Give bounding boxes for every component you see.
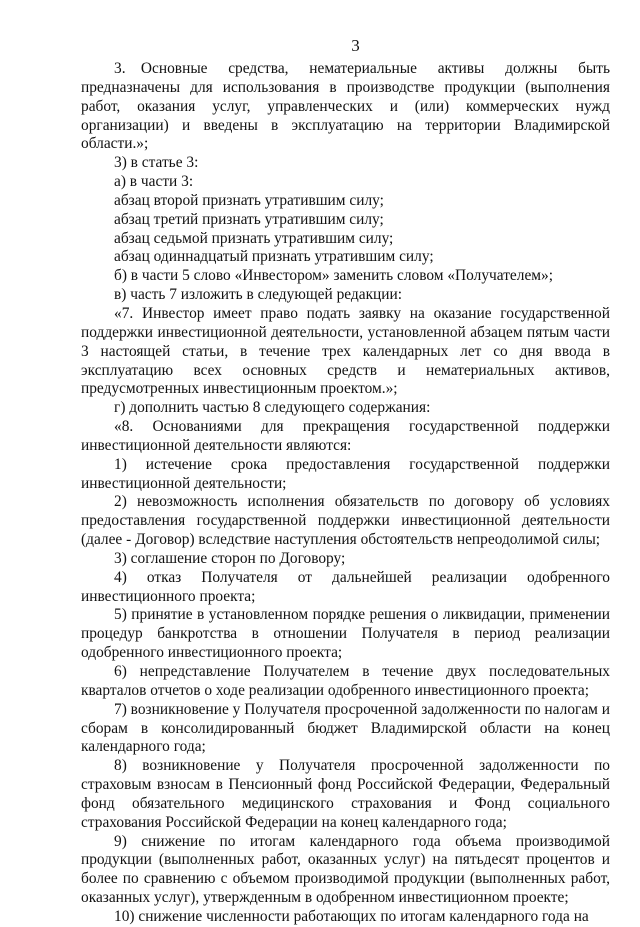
document-body xyxy=(81,60,610,927)
paragraph-part-8-text: «8. Основаниями для прекращения государственной поддержки инвестиционной деятельности являются: xyxy=(81,418,610,454)
list-item-7: 7) возникновение у Получателя просроченной задолженности по налогам и сборам в консолидированный бюджет Владимирской области на конец календарного года; xyxy=(81,700,610,756)
list-item-10: 10) снижение численности работающих по итогам календарного года на xyxy=(114,907,589,925)
paragraph-article-3: 3) в статье 3: xyxy=(114,154,199,172)
list-item-5: 5) принятие в установленном порядке решения о ликвидации, применении процедур банкротства в отношении Получателя в период реализации одобренного инвестиционного проекта; xyxy=(81,606,610,662)
paragraph-part-7-text: «7. Инвестор имеет право подать заявку на оказание государственной поддержки инвестиционной деятельности, установленной абзацем пятым части 3 настоящей статьи, в течение трех календарных лет со дня ввода в эксплуатацию всех основных средств и нематериальных активов, предусмотренных инвестиционным проектом.»; xyxy=(81,304,610,398)
paragraph-abzac-2: абзац второй признать утратившим силу; xyxy=(114,191,384,209)
list-item-1: 1) истечение срока предоставления государственной поддержки инвестиционной деятельности; xyxy=(81,455,610,492)
list-item-3: 3) соглашение сторон по Договору; xyxy=(114,549,346,567)
page-number: 3 xyxy=(351,36,360,55)
list-item-2: 2) невозможность исполнения обязательств по договору об условиях предоставления государственной поддержки инвестиционной деятельности (далее - Договор) вследствие наступления обстоятельств непреодолимой силы; xyxy=(81,493,610,549)
list-item-9: 9) снижение по итогам календарного года объема производимой продукции (выполненных работ, оказанных услуг) на пятьдесят процентов и более по сравнению с объемом производимой продукции (выполненных работ, оказанных услуг), утвержденным в одобренном инвестиционном проекте; xyxy=(81,832,610,907)
paragraph-item-3-assets: 3. Основные средства, нематериальные активы должны быть предназначены для использования в производстве продукции (выполнения работ, оказания услуг, управленческих и (или) коммерческих нужд организации) и введены в эксплуатацию на территории Владимирской области.»; xyxy=(81,60,610,153)
paragraph-part-5: б) в части 5 слово «Инвестором» заменить словом «Получателем»; xyxy=(114,267,553,285)
list-item-6: 6) непредставление Получателем в течение двух последовательных кварталов отчетов о ходе реализации одобренного инвестиционного проекта; xyxy=(81,663,610,699)
paragraph-abzac-7: абзац седьмой признать утратившим силу; xyxy=(114,229,394,247)
paragraph-part-3: а) в части 3: xyxy=(114,173,194,191)
paragraph-part-8-intro: г) дополнить частью 8 следующего содержания: xyxy=(114,399,431,417)
paragraph-abzac-3: абзац третий признать утратившим силу; xyxy=(114,210,384,228)
list-item-8: 8) возникновение у Получателя просроченной задолженности по страховым взносам в Пенсионный фонд Российской Федерации, Федеральный фонд обязательного медицинского страхования и Фонд социального страхования Российской Федерации на конец календарного года; xyxy=(81,757,610,831)
list-item-4: 4) отказ Получателя от дальнейшей реализации одобренного инвестиционного проекта; xyxy=(81,568,610,605)
paragraph-abzac-11: абзац одиннадцатый признать утратившим силу; xyxy=(114,248,434,266)
paragraph-part-7-intro: в) часть 7 изложить в следующей редакции: xyxy=(114,286,403,304)
